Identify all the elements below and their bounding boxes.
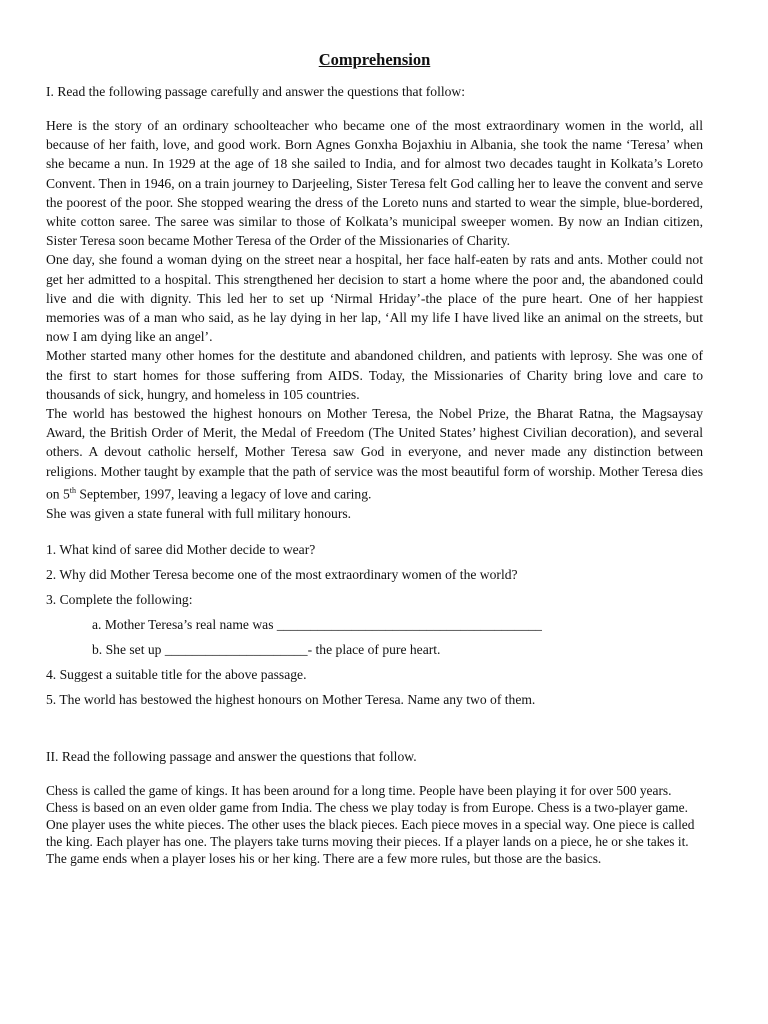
passage-paragraph: She was given a state funeral with full military honours.	[46, 505, 352, 521]
question-1: 1. What kind of saree did Mother decide to wear?	[46, 541, 316, 557]
passage-1	[46, 116, 703, 523]
section1-instruction: I. Read the following passage carefully and answer the questions that follow:	[46, 84, 466, 99]
page-title: Comprehension	[318, 50, 431, 69]
question-5: 5. The world has bestowed the highest honours on Mother Teresa. Name any two of them.	[46, 691, 536, 707]
question-3: 3. Complete the following:	[46, 591, 193, 607]
question-2: 2. Why did Mother Teresa become one of the most extraordinary women of the world?	[46, 566, 518, 582]
passage-paragraph: Here is the story of an ordinary schoolteacher who became one of the most extraordinary women in the world, all because of her faith, love, and good work. Born Agnes Gonxha Bojaxhiu in Albania, she took the name ‘Teresa’ when she became a nun. In 1929 at the age of 18 she sailed to India, and for almost two decades taught in Kolkata’s Loreto Convent. Then in 1946, on a train journey to Darjeeling, Sister Teresa felt God calling her to leave the convent and serve the poorest of the poor. She stopped wearing the dress of the Loreto nuns and started to wear the simple, blue-bordered, white cotton saree. The saree was similar to those of Kolkata’s municipal sweeper women. By now an Indian citizen, Sister Teresa soon became Mother Teresa of the Order of the Missionaries of Charity.	[46, 118, 703, 249]
passage-paragraph: One day, she found a woman dying on the street near a hospital, her face half-eaten by rats and ants. Mother could not get her admitted to a hospital. This strengthened her decision to start a home where the poor and, the abandoned could live and die with dignity. This led her to set up ‘Nirmal Hriday’-the place of the pure heart. One of her happiest memories was of a man who said, as he lay dying in her lap, ‘All my life I have lived like an animal on the streets, but now I am dying like an angel’.	[46, 252, 703, 345]
paragraph-text: The world has bestowed the highest honours on Mother Teresa, the Nobel Prize, the Bharat Ratna, the Magsaysay Award, the British Order of Merit, the Medal of Freedom (The United States’ highest Civilian decoration), and several others. A devout catholic herself, Mother Teresa saw God in everyone, and never made any distinction between religions. Mother taught by example that the path of service was the most beautiful form of worship. Mother Teresa dies on 5	[46, 406, 703, 502]
question-4: 4. Suggest a suitable title for the above passage.	[46, 666, 307, 682]
paragraph-text: September, 1997, leaving a legacy of love and caring.	[76, 486, 372, 502]
section2-instruction: II. Read the following passage and answer the questions that follow.	[46, 748, 417, 764]
ordinal-superscript: th	[69, 485, 77, 495]
passage-paragraph	[46, 404, 703, 504]
passage-2: Chess is called the game of kings. It has been around for a long time. People have been playing it for over 500 years. Chess is based on an even older game from India. The chess we play today is from Europe. Chess is a two-player game. One player uses the white pieces. The other uses the black pieces. Each piece moves in a special way. One piece is called the king. Each player has one. The players take turns moving their pieces. If a player lands on a piece, he or she takes it. The game ends when a player loses his or her king. There are a few more rules, but those are the basics.	[46, 782, 695, 866]
question-3b: b. She set up _____________________- the place of pure heart.	[92, 641, 441, 657]
document-page	[46, 50, 703, 867]
passage-paragraph: Mother started many other homes for the destitute and abandoned children, and patients with leprosy. She was one of the first to start homes for those suffering from AIDS. Today, the Missionaries of Charity bring love and care to thousands of sick, hungry, and homeless in 105 countries.	[46, 348, 703, 402]
question-3a: a. Mother Teresa’s real name was _______________________________________	[92, 616, 542, 632]
question-list	[46, 541, 703, 709]
